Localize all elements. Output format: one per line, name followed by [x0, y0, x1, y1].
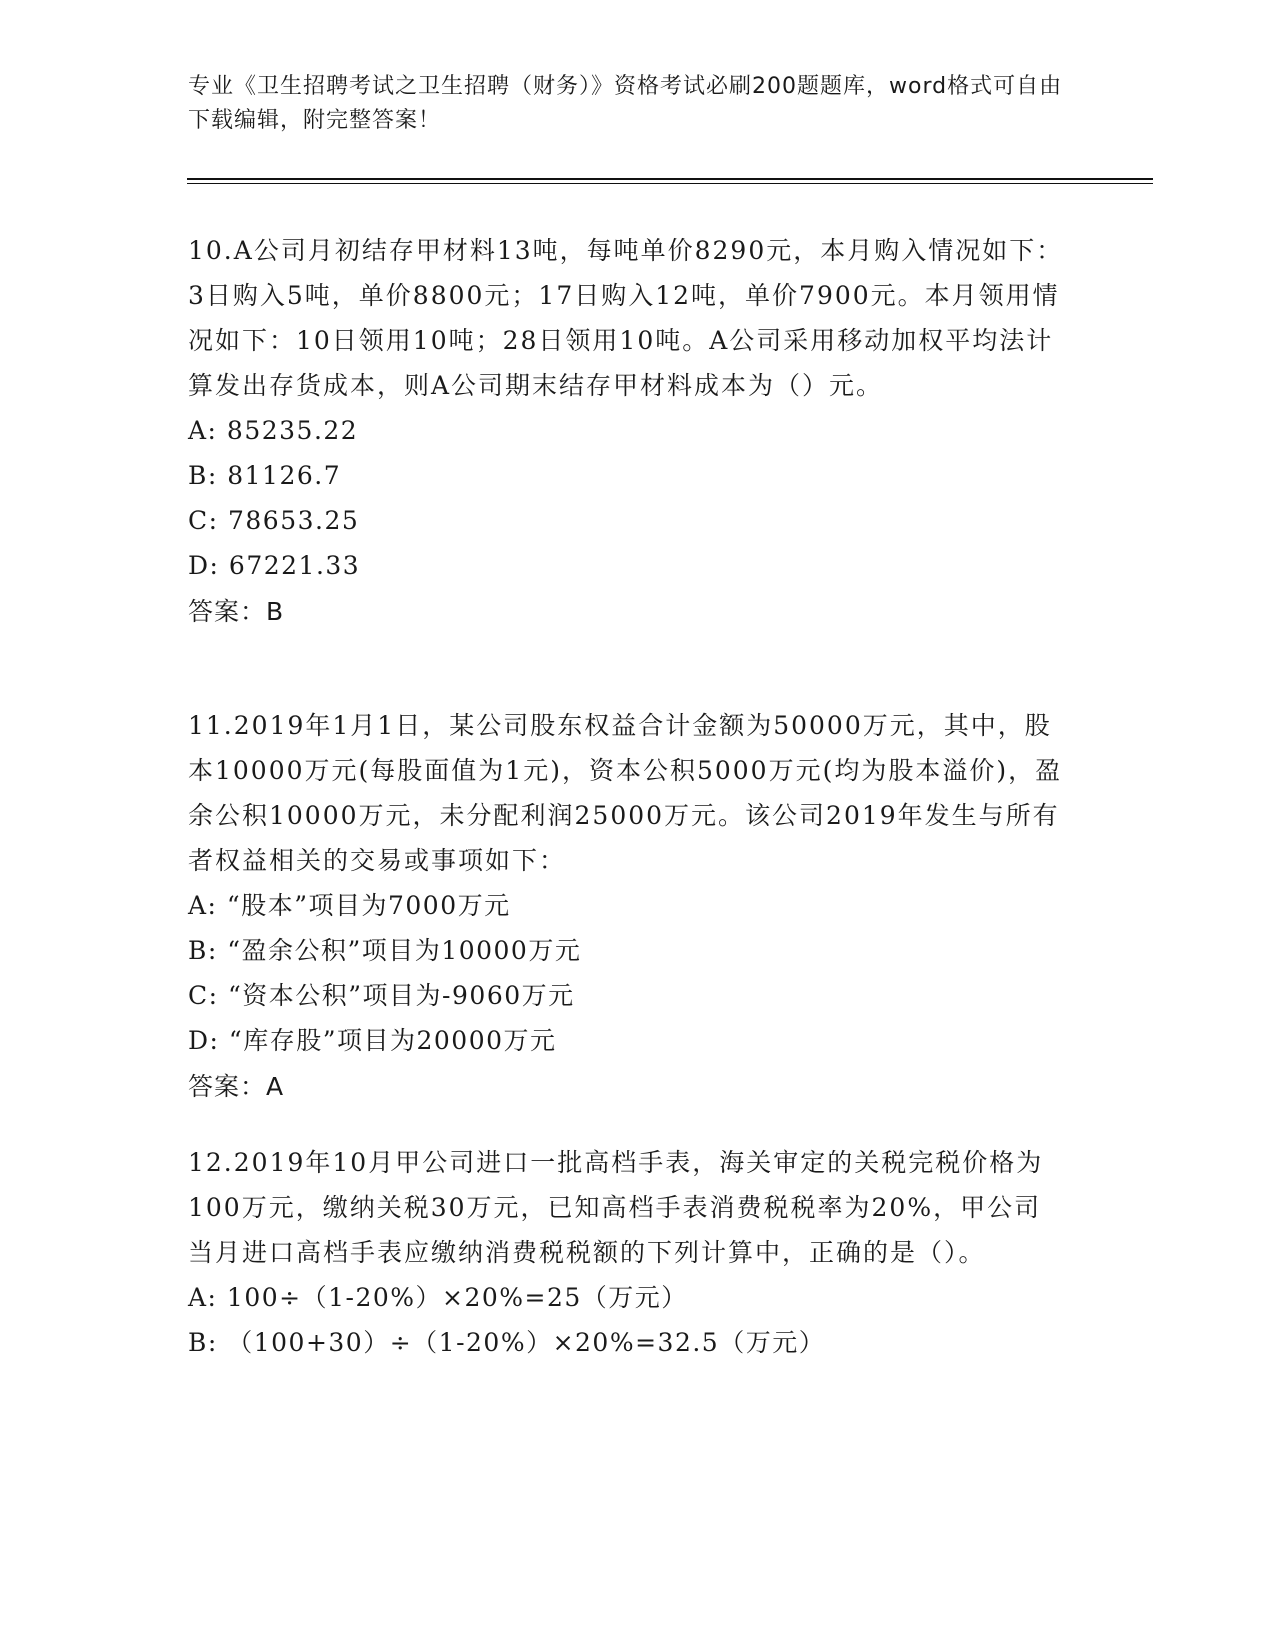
document-header: 专业《卫生招聘考试之卫生招聘（财务）》资格考试必刷200题题库，word格式可自由下载编辑，附完整答案！: [188, 74, 1063, 133]
header-divider-thin: [187, 183, 1153, 184]
option-b: B: “盈余公积”项目为10000万元: [188, 936, 582, 965]
question-12: [188, 1140, 1068, 1365]
question-text: 11.2019年1月1日，某公司股东权益合计金额为50000万元，其中，股本10000万元(每股面值为1元)，资本公积5000万元(均为股本溢价)，盈余公积10000万元，未分配利润25000万元。该公司2019年发生与所有者权益相关的交易或事项如下：: [188, 711, 1063, 875]
option-a: A: “股本”项目为7000万元: [188, 891, 511, 920]
answer: 答案：B: [188, 597, 285, 626]
question-text: 10.A公司月初结存甲材料13吨，每吨单价8290元，本月购入情况如下：3日购入5吨，单价8800元；17日购入12吨，单价7900元。本月领用情况如下：10日领用10吨；28日领用10吨。A公司采用移动加权平均法计算发出存货成本，则A公司期末结存甲材料成本为（）元。: [188, 236, 1064, 400]
option-b: B: 81126.7: [188, 461, 342, 490]
header-divider: [187, 178, 1153, 180]
question-11: [188, 703, 1068, 1110]
option-c: C: 78653.25: [188, 506, 360, 535]
option-b: B: （100+30）÷（1-20%）×20%=32.5（万元）: [188, 1328, 826, 1357]
question-text: 12.2019年10月甲公司进口一批高档手表，海关审定的关税完税价格为100万元，缴纳关税30万元，已知高档手表消费税税率为20%，甲公司当月进口高档手表应缴纳消费税税额的下列计算中，正确的是（）。: [188, 1148, 1044, 1267]
option-c: C: “资本公积”项目为-9060万元: [188, 981, 575, 1010]
option-d: D: “库存股”项目为20000万元: [188, 1026, 557, 1055]
option-a: A: 100÷（1-20%）×20%=25（万元）: [188, 1283, 688, 1312]
answer: 答案：A: [188, 1072, 285, 1101]
question-10: [188, 228, 1068, 635]
option-d: D: 67221.33: [188, 551, 361, 580]
option-a: A: 85235.22: [188, 416, 359, 445]
